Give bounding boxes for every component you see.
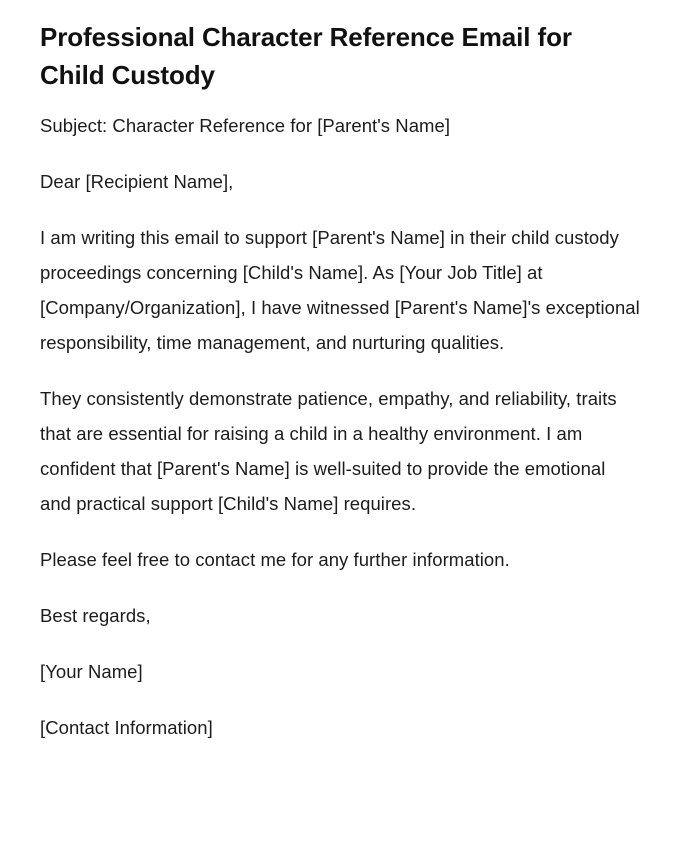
letter-body [40, 108, 640, 745]
closing-offer-line: Please feel free to contact me for any further information. [40, 549, 510, 570]
salutation-line: Dear [Recipient Name], [40, 171, 234, 192]
letter-article [40, 18, 640, 745]
body-paragraph-1: I am writing this email to support [Parent's Name] in their child custody proceedings concerning [Child's Name]. As [Your Job Title] at [Company/Organization], I have witnessed [Parent's Name]'s exceptional responsibility, time management, and nurturing qualities. [40, 227, 640, 353]
signature-contact-line: [Contact Information] [40, 717, 213, 738]
page-title: Professional Character Reference Email for Child Custody [40, 22, 572, 90]
sign-off-line: Best regards, [40, 605, 151, 626]
body-paragraph-2: They consistently demonstrate patience, empathy, and reliability, traits that are essential for raising a child in a healthy environment. I am confident that [Parent's Name] is well-suited to provide the emotional and practical support [Child's Name] requires. [40, 388, 617, 514]
subject-line: Subject: Character Reference for [Parent's Name] [40, 115, 451, 136]
signature-name-line: [Your Name] [40, 661, 143, 682]
